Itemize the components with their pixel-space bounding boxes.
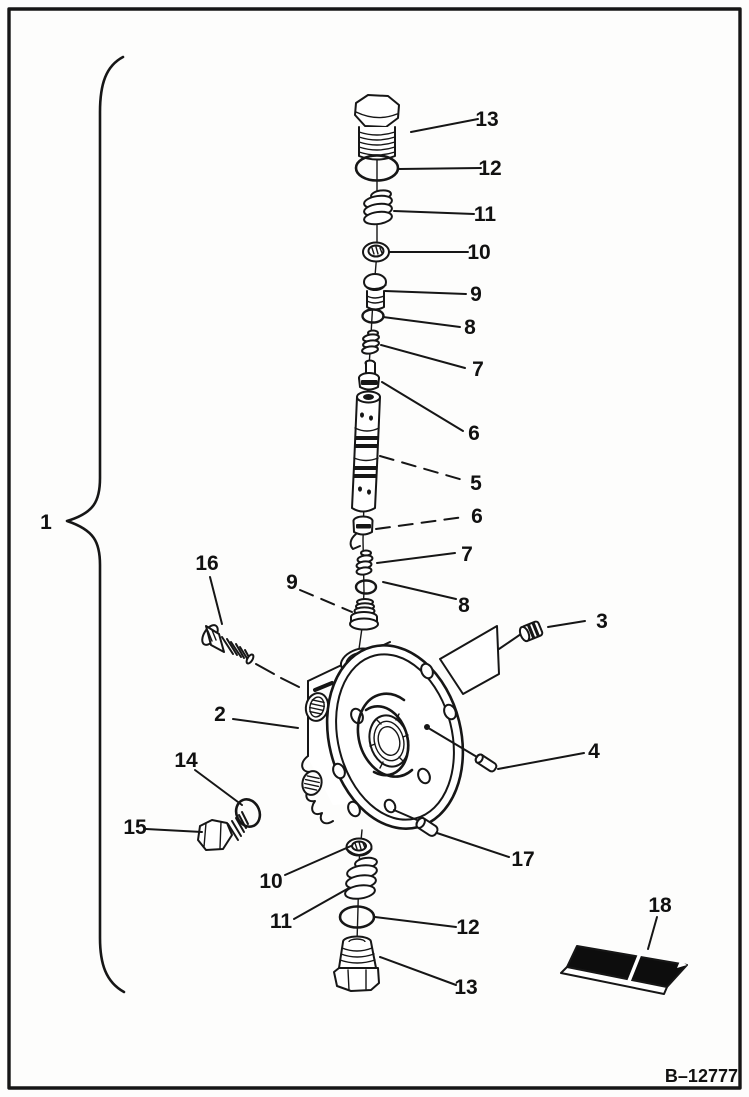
spring-part-11-top — [363, 189, 392, 226]
callout-17: 17 — [511, 848, 535, 871]
callout-11: 11 — [473, 203, 497, 226]
hex-plug-part-13-top — [355, 95, 399, 160]
callout-10: 10 — [467, 241, 491, 264]
spring-part-11-lower — [344, 857, 378, 901]
callout-9: 9 — [470, 283, 482, 306]
callout-12: 12 — [456, 916, 480, 939]
plug-part-3 — [518, 621, 543, 643]
callout-7: 7 — [472, 358, 484, 381]
pin-part-4 — [474, 753, 497, 773]
callout-6: 6 — [471, 505, 483, 528]
plug-part-9-top — [364, 274, 386, 310]
leader-lines — [146, 119, 657, 985]
callout-5: 5 — [470, 472, 482, 495]
callout-7: 7 — [461, 543, 473, 566]
spring-part-7-lower — [356, 551, 373, 576]
spring-part-7-top — [362, 331, 380, 355]
plug-part-9-lower — [350, 599, 378, 630]
hex-plug-part-15 — [198, 812, 248, 850]
spool-part-5 — [352, 392, 380, 512]
callout-18: 18 — [648, 894, 672, 917]
callout-1: 1 — [40, 511, 52, 534]
callout-12: 12 — [478, 157, 502, 180]
mounting-plate — [440, 626, 521, 694]
leader-16-dash2 — [281, 678, 299, 687]
poppet-part-6-lower — [351, 517, 373, 550]
callout-4: 4 — [588, 740, 600, 763]
callout-6: 6 — [468, 422, 480, 445]
callout-14: 14 — [174, 749, 198, 772]
callout-8: 8 — [464, 316, 476, 339]
callout-13: 13 — [475, 108, 499, 131]
o-ring-part-8-lower — [356, 581, 376, 594]
callout-15: 15 — [123, 816, 147, 839]
assembly-brace — [67, 57, 124, 992]
callout-16: 16 — [195, 552, 219, 575]
callout-11: 11 — [269, 910, 293, 933]
callout-3: 3 — [596, 610, 608, 633]
bushing-part-10-top — [363, 243, 389, 262]
leader-16-dash — [256, 664, 274, 674]
poppet-part-6-top — [359, 361, 379, 390]
cap-screw-part-16 — [199, 622, 299, 687]
callout-2: 2 — [214, 703, 226, 726]
hex-plug-part-13-lower — [334, 937, 379, 992]
callout-10: 10 — [259, 870, 283, 893]
page-border — [9, 9, 740, 1088]
callout-8: 8 — [458, 594, 470, 617]
decal-part-18 — [561, 946, 687, 994]
callout-13: 13 — [454, 976, 478, 999]
callout-9: 9 — [286, 571, 298, 594]
figure-code: B–12777 — [664, 1066, 738, 1086]
